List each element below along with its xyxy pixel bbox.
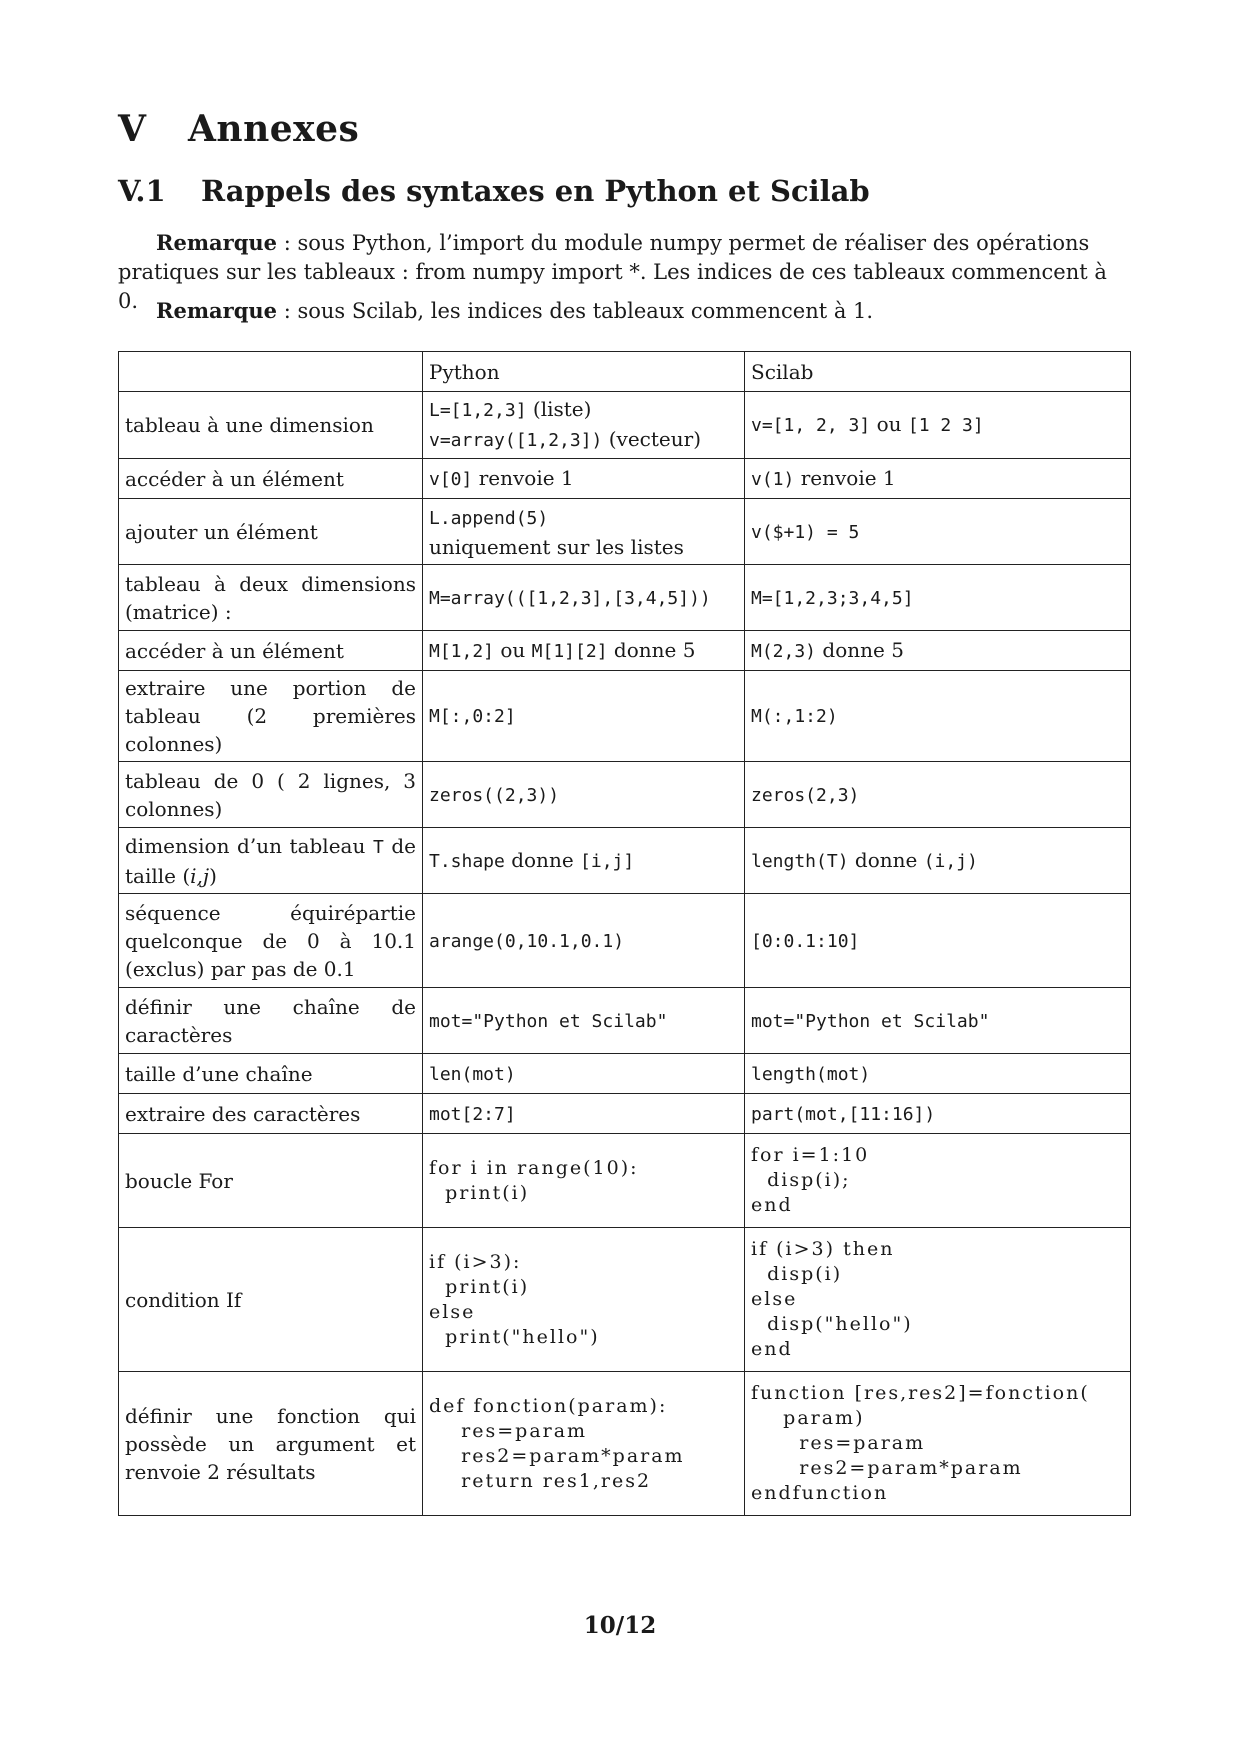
row-label: ajouter un élément [119, 499, 423, 565]
header-cell-empty [119, 352, 423, 392]
python-cell [423, 1054, 745, 1094]
cell-text: (vecteur) [602, 427, 702, 451]
header-cell-scilab: Scilab [745, 352, 1131, 392]
row-label: accéder à un élément [119, 631, 423, 671]
python-cell [423, 894, 745, 988]
scilab-cell [745, 1372, 1131, 1516]
code-snippet: M(:,1:2) [751, 706, 838, 727]
scilab-cell [745, 1228, 1131, 1372]
code-snippet: M[1][2] [531, 640, 608, 662]
subsection-number: V.1 [118, 174, 166, 208]
code-snippet: M=[1,2,3;3,4,5] [751, 587, 914, 609]
python-cell [423, 499, 745, 565]
table-row [119, 894, 1131, 988]
remark-label: Remarque [156, 298, 278, 323]
scilab-cell [745, 565, 1131, 631]
code-snippet: zeros((2,3)) [429, 784, 560, 806]
cell-text: (liste) [526, 397, 592, 421]
scilab-cell [745, 1054, 1131, 1094]
cell-text: ou [494, 637, 532, 662]
row-label: condition If [119, 1228, 423, 1372]
code-snippet: M[:,0:2] [429, 706, 516, 727]
table-row [119, 671, 1131, 762]
code-snippet: mot="Python et Scilab" [751, 1010, 990, 1032]
code-snippet: L.append(5) [429, 507, 549, 529]
table-row [119, 631, 1131, 671]
code-snippet: mot[2:7] [429, 1103, 516, 1125]
table-row [119, 828, 1131, 894]
python-cell [423, 1134, 745, 1228]
code-snippet: length(mot) [751, 1063, 871, 1085]
table-row [119, 762, 1131, 828]
row-label: extraire des caractères [119, 1094, 423, 1134]
python-cell [423, 1228, 745, 1372]
code-snippet: v[0] [429, 468, 473, 490]
code-snippet: zeros(2,3) [751, 784, 860, 806]
cell-text: ou [870, 412, 908, 436]
row-label: définir une chaîne de caractères [119, 988, 423, 1054]
code-snippet: T.shape [429, 850, 505, 872]
python-cell [423, 1094, 745, 1134]
table-row [119, 1228, 1131, 1372]
code-snippet: [0:0.1:10] [751, 930, 860, 952]
code-snippet: (i,j) [923, 850, 978, 872]
syntax-table [118, 351, 1131, 1516]
code-snippet: [i,j] [580, 850, 635, 872]
code-block: for i=1:10 disp(i); end [751, 1144, 870, 1216]
remark-text: : sous Scilab, les indices des tableaux commencent à 1. [277, 299, 874, 323]
row-label: définir une fonction qui possède un argument et renvoie 2 résultats [119, 1372, 423, 1516]
scilab-cell [745, 894, 1131, 988]
row-label: tableau à deux dimensions (matrice) : [119, 565, 423, 631]
code-snippet: v=array([1,2,3]) [429, 430, 603, 451]
cell-text: renvoie 1 [794, 465, 896, 490]
remark-text: : sous Python, l’import du module numpy permet de réaliser des opérations pratiques sur les tableaux : from numpy import *. Les indices de ces tableaux commencent à 0. [118, 231, 1107, 313]
label-text: de taille ( [125, 833, 416, 888]
section-title-text: Annexes [188, 108, 360, 150]
code-block: if (i>3) then disp(i) else disp("hello") end [751, 1238, 913, 1360]
python-cell [423, 459, 745, 499]
label-code: T [372, 836, 384, 858]
table-row [119, 1094, 1131, 1134]
row-label: boucle For [119, 1134, 423, 1228]
scilab-cell [745, 499, 1131, 565]
scilab-cell [745, 671, 1131, 762]
code-block: function [res,res2]=fonction( param) res=param res2=param*param endfunction [751, 1382, 1090, 1504]
cell-text: renvoie 1 [472, 465, 574, 490]
table-row [119, 988, 1131, 1054]
code-snippet: v($+1) = 5 [751, 521, 860, 543]
cell-text: donne 5 [607, 637, 696, 662]
cell-text: donne [504, 847, 581, 872]
row-label: extraire une portion de tableau (2 premières colonnes) [119, 671, 423, 762]
code-snippet: part(mot,[11:16]) [751, 1103, 936, 1125]
code-snippet: v(1) [751, 468, 795, 490]
code-block: if (i>3): print(i) else print("hello") [429, 1250, 600, 1348]
scilab-cell [745, 392, 1131, 459]
code-snippet: v=[1, 2, 3] [751, 415, 871, 436]
code-block: for i in range(10): print(i) [429, 1156, 639, 1204]
label-math: i,j [190, 863, 210, 888]
python-cell [423, 392, 745, 459]
section-number: V [118, 108, 147, 150]
code-snippet: length(T) [751, 850, 849, 872]
table-row [119, 459, 1131, 499]
scilab-cell [745, 988, 1131, 1054]
row-label: tableau à une dimension [119, 392, 423, 459]
scilab-cell [745, 631, 1131, 671]
header-cell-python: Python [423, 352, 745, 392]
code-snippet: M[1,2] [429, 640, 495, 662]
remark-label: Remarque [156, 230, 278, 255]
code-snippet: M=array(([1,2,3],[3,4,5])) [429, 587, 711, 609]
code-snippet: L=[1,2,3] [429, 400, 527, 421]
scilab-cell [745, 1094, 1131, 1134]
table-row [119, 565, 1131, 631]
python-cell [423, 631, 745, 671]
python-cell [423, 762, 745, 828]
table-row [119, 1054, 1131, 1094]
table-row [119, 392, 1131, 459]
python-cell [423, 565, 745, 631]
code-snippet: mot="Python et Scilab" [429, 1010, 668, 1032]
subsection-title [118, 174, 870, 208]
label-text: ) [209, 863, 217, 888]
row-label: tableau de 0 ( 2 lignes, 3 colonnes) [119, 762, 423, 828]
row-label: taille d’une chaîne [119, 1054, 423, 1094]
subsection-title-text: Rappels des syntaxes en Python et Scilab [201, 174, 870, 208]
page-number: 10/12 [583, 1612, 657, 1639]
code-block: def fonction(param): res=param res2=param*param return res1,res2 [429, 1394, 685, 1492]
remark-scilab [118, 296, 1128, 326]
table-row [119, 1372, 1131, 1516]
cell-text: uniquement sur les listes [429, 534, 684, 559]
scilab-cell [745, 762, 1131, 828]
python-cell [423, 671, 745, 762]
python-cell [423, 1372, 745, 1516]
code-snippet: M(2,3) [751, 640, 817, 662]
section-title [118, 108, 359, 150]
code-snippet: arange(0,10.1,0.1) [429, 930, 625, 952]
python-cell [423, 988, 745, 1054]
cell-text: donne 5 [816, 637, 904, 662]
table-header-row [119, 352, 1131, 392]
scilab-cell [745, 459, 1131, 499]
code-snippet: [1 2 3] [907, 415, 984, 436]
row-label [119, 828, 423, 894]
scilab-cell [745, 828, 1131, 894]
table-row [119, 499, 1131, 565]
row-label: accéder à un élément [119, 459, 423, 499]
code-snippet: len(mot) [429, 1063, 516, 1085]
cell-text: donne [848, 847, 924, 872]
table-row [119, 1134, 1131, 1228]
label-text: dimension d’un tableau [125, 833, 373, 858]
python-cell [423, 828, 745, 894]
scilab-cell [745, 1134, 1131, 1228]
row-label: séquence équirépartie quelconque de 0 à 10.1 (exclus) par pas de 0.1 [119, 894, 423, 988]
